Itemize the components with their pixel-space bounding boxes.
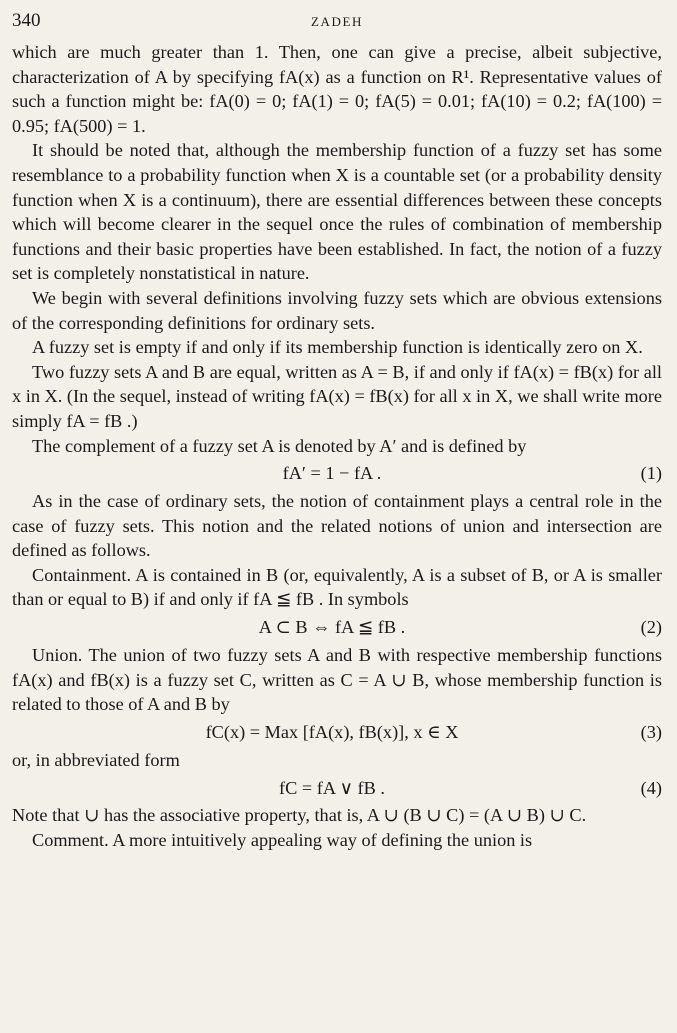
equation-4-expression: fC = fA ∨ fB . [279, 777, 385, 798]
paragraph-3: We begin with several definitions involving fuzzy sets which are obvious extensions of the corresponding definitions for ordinary sets. [12, 287, 662, 333]
equation-2-expression: A ⊂ B ⇔ fA ≦ fB . [258, 617, 406, 638]
equation-4-number: (4) [640, 777, 662, 798]
page-header [12, 0, 662, 40]
paragraph-comment: Comment. A more intuitively appealing way of defining the union is [32, 830, 533, 851]
paragraph-complement-definition: The complement of a fuzzy set A is denoted by A′ and is defined by [32, 435, 527, 456]
paragraph-empty-definition: A fuzzy set is empty if and only if its membership function is identically zero on X. [32, 337, 643, 358]
page-number: 340 [12, 10, 41, 31]
paragraph-containment-definition: Containment. A is contained in B (or, equivalently, A is a subset of B, or A is smaller than or equal to B) if and only if fA ≦ fB . In symbols [12, 564, 662, 610]
paragraph-containment-intro: As in the case of ordinary sets, the notion of containment plays a central role in the case of fuzzy sets. This notion and the related notions of union and intersection are defined as follows. [12, 491, 662, 561]
paragraph-union-definition: Union. The union of two fuzzy sets A and B with respective membership functions fA(x) and fB(x) is a fuzzy set C, written as C = A ∪ B, whose membership function is related to those of A and B by [12, 645, 662, 715]
equation-3-expression: fC(x) = Max [fA(x), fB(x)], x ∈ X [205, 722, 459, 743]
equation-1-expression: fA′ = 1 − fA . [282, 463, 382, 484]
paper-page [12, 0, 662, 853]
paragraph-associative: Note that ∪ has the associative property, that is, A ∪ (B ∪ C) = (A ∪ B) ∪ C. [12, 805, 587, 826]
paragraph-1: which are much greater than 1. Then, one can give a precise, albeit subjective, characterization of A by specifying fA(x) as a function on R¹. Representative values of such a function might be: fA(0) = 0; fA(1) = 0; fA(5) = 0.01; fA(10) = 0.2; fA(100) = 0.95; fA(500) = 1. [12, 42, 662, 136]
equation-1 [12, 458, 662, 489]
paragraph-2: It should be noted that, although the membership function of a fuzzy set has some resemblance to a probability function when X is a countable set (or a probability density function when X is a continuum), there are essential differences between these concepts which will become clearer in the sequel once the rules of combination of membership functions and their basic properties have been established. In fact, the notion of a fuzzy set is completely nonstatistical in nature. [12, 140, 662, 284]
paragraph-abbreviated-form: or, in abbreviated form [12, 749, 180, 770]
running-head: ZADEH [310, 14, 364, 29]
equation-1-number: (1) [640, 463, 662, 484]
paragraph-equal-definition: Two fuzzy sets A and B are equal, written as A = B, if and only if fA(x) = fB(x) for all x in X. (In the sequel, instead of writing fA(x) = fB(x) for all x in X, we shall write more simply fA = fB .) [12, 361, 662, 431]
equation-2-number: (2) [640, 617, 662, 638]
equation-4 [12, 772, 662, 803]
equation-2 [12, 612, 662, 643]
equation-3-number: (3) [640, 722, 662, 743]
equation-3 [12, 717, 662, 748]
